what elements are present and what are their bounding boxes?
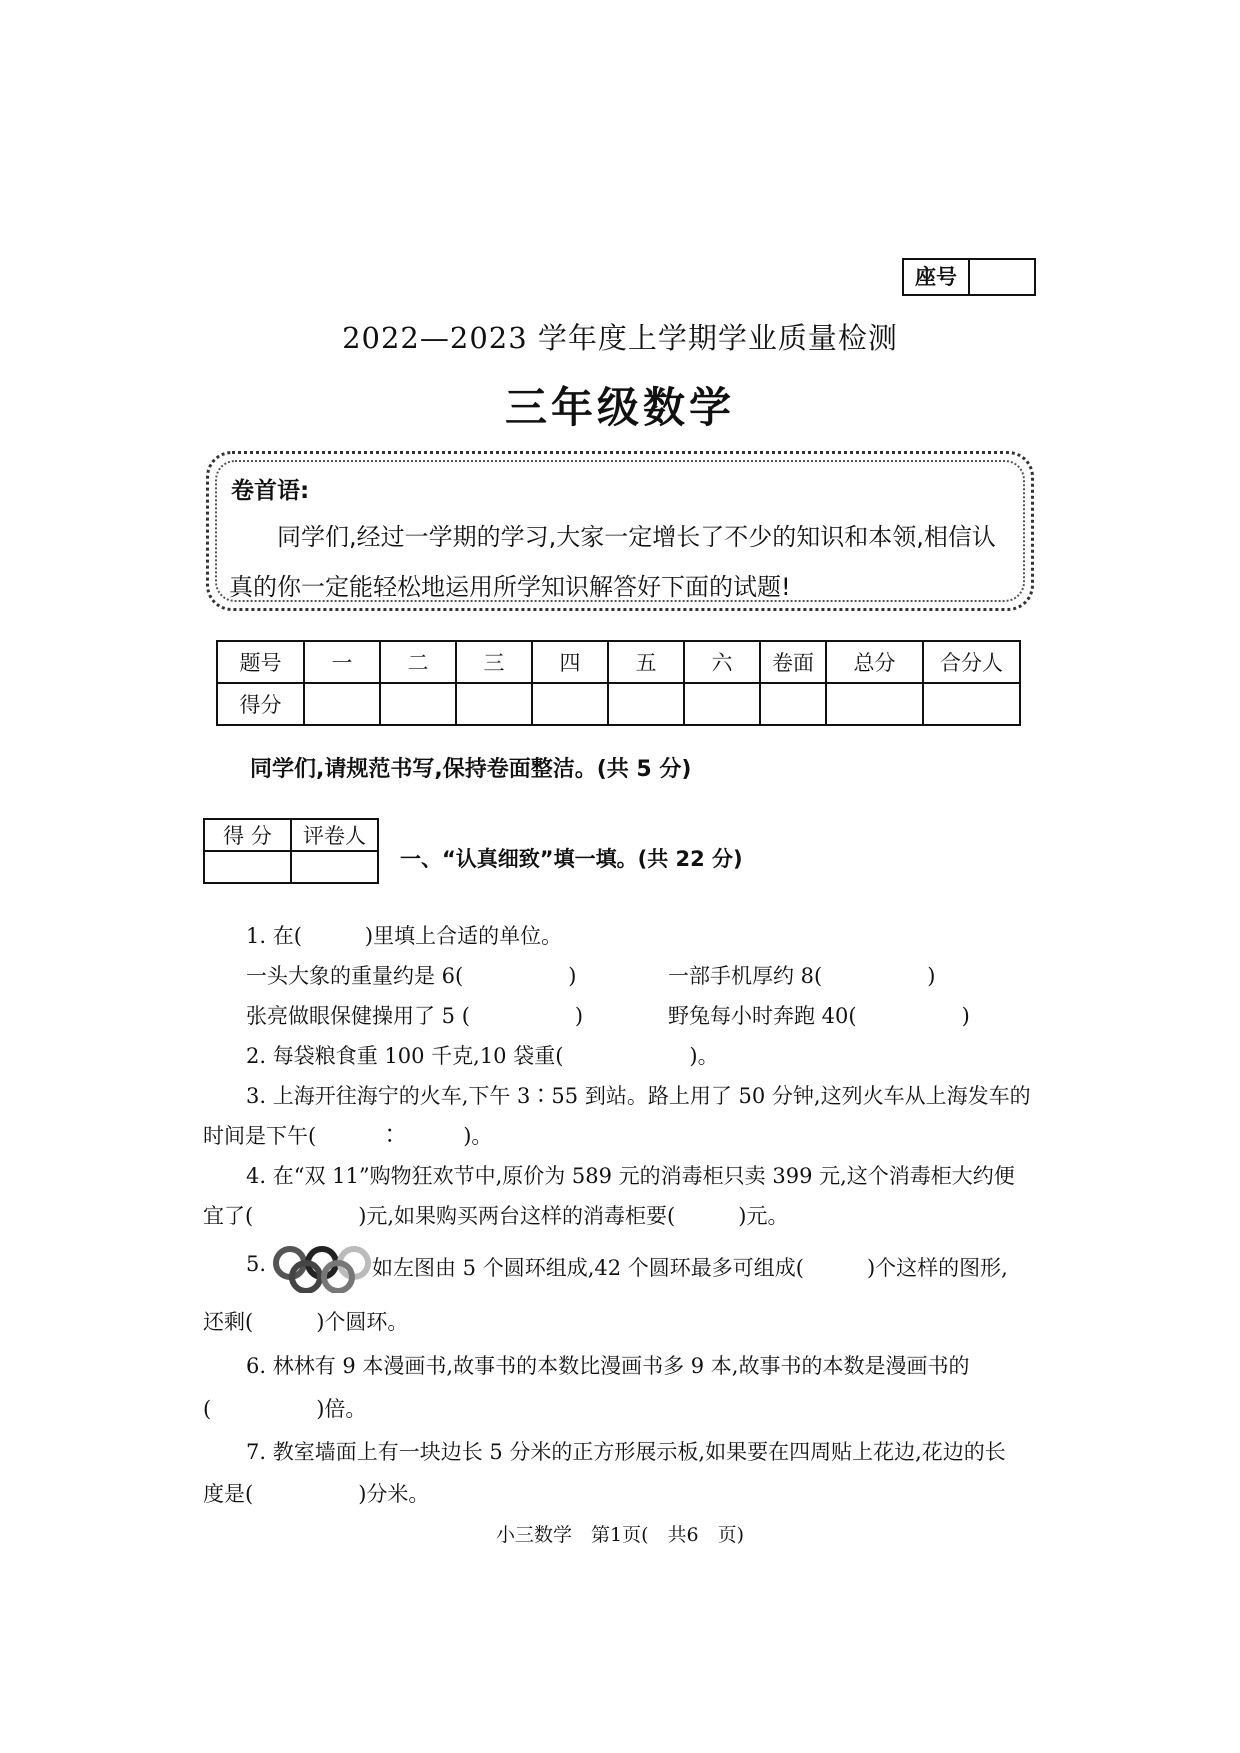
score-header-cell: 三 xyxy=(456,641,532,683)
score-table-score-row xyxy=(217,683,1020,725)
olympic-rings-image xyxy=(272,1245,372,1293)
section1-title: 一、“认真细致”填一填。(共 22 分) xyxy=(400,847,743,871)
question-1b: 一部手机厚约 8( ) xyxy=(668,964,936,988)
question-1a: 一头大象的重量约是 6( ) xyxy=(246,964,577,988)
score-cell[interactable] xyxy=(760,683,826,725)
question-3-line2: 时间是下午( ∶ )。 xyxy=(203,1124,493,1148)
score-table-header-row xyxy=(217,641,1020,683)
score-cell[interactable] xyxy=(532,683,608,725)
score-cell[interactable] xyxy=(826,683,923,725)
question-7-line1: 7. 教室墙面上有一块边长 5 分米的正方形展示板,如果要在四周贴上花边,花边的长 xyxy=(246,1440,1006,1464)
score-header-cell: 二 xyxy=(380,641,456,683)
question-1: 1. 在( )里填上合适的单位。 xyxy=(246,924,563,948)
neatness-note: 同学们,请规范书写,保持卷面整洁。(共 5 分) xyxy=(250,757,692,782)
question-1c: 张亮做眼保健操用了 5 ( ) xyxy=(246,1004,584,1028)
question-4-line2: 宜了( )元,如果购买两台这样的消毒柜要( )元。 xyxy=(203,1204,789,1228)
seat-number-box xyxy=(902,258,1036,296)
score-header-cell: 总分 xyxy=(826,641,923,683)
score-cell[interactable] xyxy=(608,683,684,725)
score-cell[interactable] xyxy=(380,683,456,725)
score-header-cell: 五 xyxy=(608,641,684,683)
score-cell[interactable] xyxy=(456,683,532,725)
question-5-line1: 如左图由 5 个圆环组成,42 个圆环最多可组成( )个这样的图形, xyxy=(372,1256,1008,1280)
score-header-cell: 卷面 xyxy=(760,641,826,683)
question-6-line2: ( )倍。 xyxy=(203,1397,367,1421)
question-7-line2: 度是( )分米。 xyxy=(203,1482,430,1506)
subject-title: 三年级数学 xyxy=(504,383,735,432)
score-header-cell: 一 xyxy=(304,641,380,683)
question-3-line1: 3. 上海开往海宁的火车,下午 3∶55 到站。路上用了 50 分钟,这列火车从上海发车的 xyxy=(246,1084,1031,1108)
grader-score-label: 得 分 xyxy=(204,819,291,851)
score-header-cell: 四 xyxy=(532,641,608,683)
score-table xyxy=(216,640,1021,726)
preface-text: 同学们,经过一学期的学习,大家一定增长了不少的知识和本领,相信认真的你一定能轻松地运用所学知识解答好下面的试题! xyxy=(229,523,996,601)
score-row-label: 得分 xyxy=(217,683,304,725)
score-header-cell: 题号 xyxy=(217,641,304,683)
grader-name-cell[interactable] xyxy=(291,851,378,883)
preface-title: 卷首语: xyxy=(231,478,310,504)
grader-score-cell[interactable] xyxy=(204,851,291,883)
score-header-cell: 六 xyxy=(684,641,760,683)
question-6-line1: 6. 林林有 9 本漫画书,故事书的本数比漫画书多 9 本,故事书的本数是漫画书的 xyxy=(246,1354,970,1378)
score-cell[interactable] xyxy=(304,683,380,725)
seat-number-label: 座号 xyxy=(904,260,970,294)
score-header-cell: 合分人 xyxy=(923,641,1020,683)
grader-name-label: 评卷人 xyxy=(291,819,378,851)
question-1d: 野兔每小时奔跑 40( ) xyxy=(668,1004,970,1028)
question-5-line2: 还剩( )个圆环。 xyxy=(203,1310,409,1334)
seat-number-field[interactable] xyxy=(970,260,1034,294)
preface-box xyxy=(206,451,1034,611)
score-cell[interactable] xyxy=(923,683,1020,725)
page-footer: 小三数学 第1页( 共6 页) xyxy=(495,1524,744,1546)
section1-grader-table xyxy=(203,818,379,884)
question-2: 2. 每袋粮食重 100 千克,10 袋重( )。 xyxy=(246,1044,719,1068)
question-5-number: 5. xyxy=(246,1252,267,1276)
exam-title: 2022—2023 学年度上学期学业质量检测 xyxy=(342,321,898,355)
score-cell[interactable] xyxy=(684,683,760,725)
question-4-line1: 4. 在“双 11”购物狂欢节中,原价为 589 元的消毒柜只卖 399 元,这个消毒柜大约便 xyxy=(246,1164,1015,1188)
